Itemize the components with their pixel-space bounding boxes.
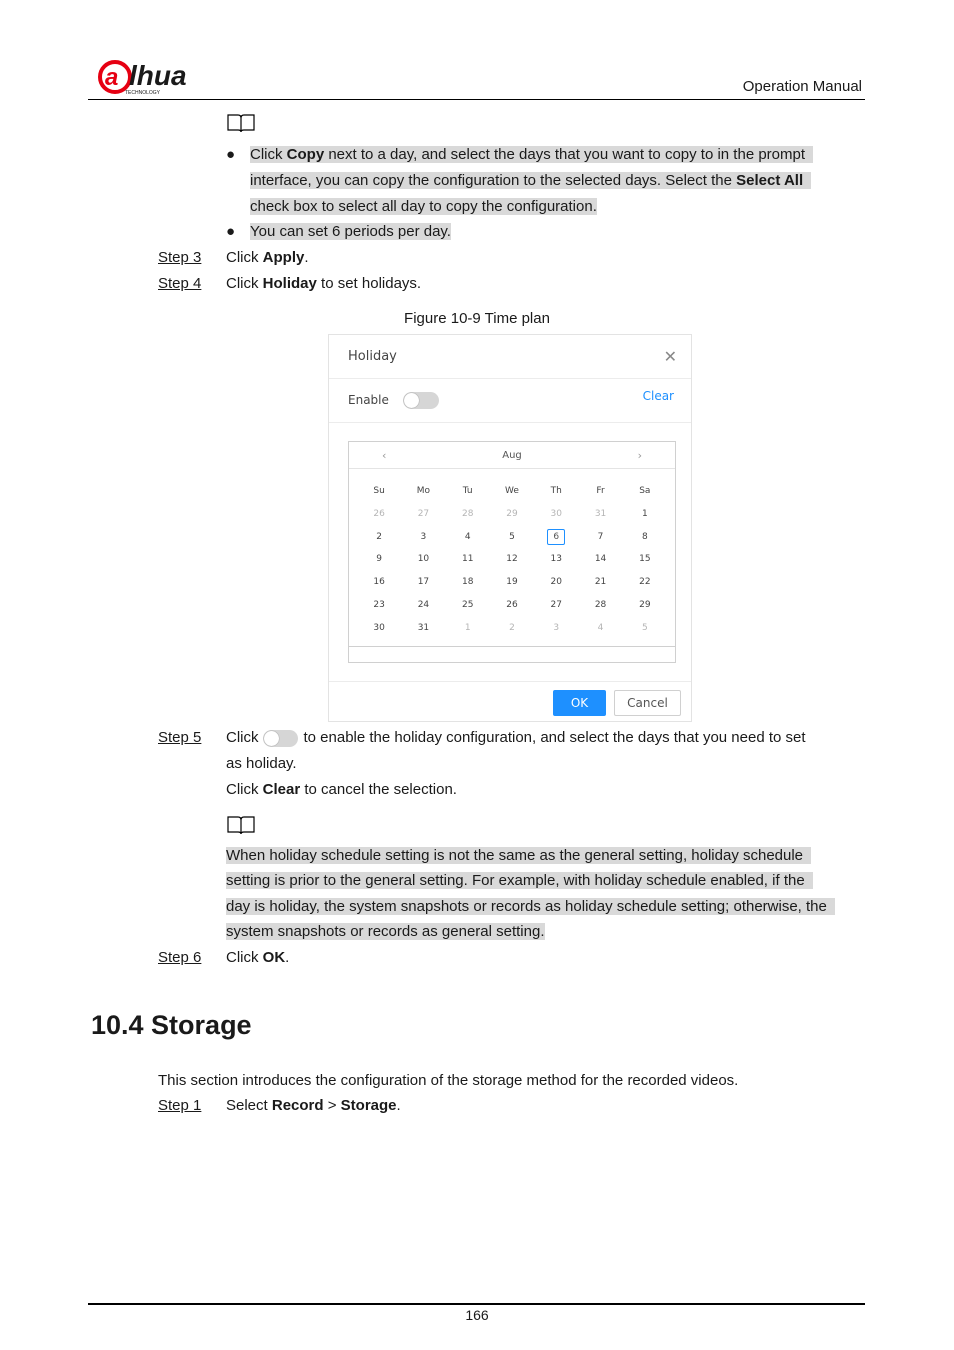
calendar-day[interactable]: [490, 503, 534, 526]
note-bullet-1-line-2: interface, you can copy the configuration to the selected days. Select the Select All: [250, 171, 811, 191]
calendar-day[interactable]: [534, 571, 578, 594]
day-number: 5: [509, 531, 515, 542]
day-number: 16: [373, 577, 385, 588]
calendar-day[interactable]: [446, 594, 490, 617]
day-number: 13: [550, 554, 562, 565]
step-1-label: Step 1: [158, 1097, 202, 1114]
day-number: 28: [594, 599, 607, 610]
page-number: 166: [465, 1307, 489, 1323]
day-number: 30: [373, 622, 385, 633]
bullet-dot: ●: [226, 146, 236, 163]
divider: [329, 681, 691, 682]
calendar-day[interactable]: [446, 617, 490, 640]
calendar-day[interactable]: [490, 526, 534, 549]
dialog-title: Holiday: [348, 349, 397, 364]
day-number: 11: [461, 554, 474, 565]
day-number: 20: [550, 577, 562, 588]
day-number: 1: [641, 508, 648, 519]
cancel-button[interactable]: Cancel: [614, 690, 681, 716]
day-number: 6: [547, 529, 565, 545]
step-4-label: Step 4: [158, 275, 202, 292]
day-number: 17: [417, 577, 430, 588]
calendar-day[interactable]: [357, 617, 401, 640]
calendar-day[interactable]: [401, 571, 445, 594]
step-3-label: Step 3: [158, 249, 202, 266]
day-number: 26: [506, 599, 518, 610]
day-number: 30: [550, 508, 562, 519]
step-6-text: Click OK.: [226, 949, 290, 966]
chevron-left-icon[interactable]: ‹: [382, 449, 387, 462]
note-2-line-4: system snapshots or records as general setting.: [226, 923, 545, 940]
calendar-day[interactable]: [578, 548, 622, 571]
weekday-label: Tu: [462, 486, 473, 496]
calendar-day[interactable]: [578, 617, 622, 640]
calendar-day[interactable]: [578, 503, 622, 526]
divider: [349, 646, 675, 647]
calendar-day[interactable]: [401, 548, 445, 571]
note-2-line-2: setting is prior to the general setting. For example, with holiday schedule enabled, if the: [226, 871, 813, 891]
calendar-day[interactable]: [623, 617, 667, 640]
day-number: 26: [373, 508, 385, 519]
chevron-right-icon[interactable]: ›: [637, 449, 642, 462]
day-number: 31: [594, 508, 607, 519]
calendar-day[interactable]: [357, 526, 401, 549]
day-number: 4: [464, 531, 471, 542]
weekday-label: Su: [373, 486, 385, 496]
day-number: 31: [417, 622, 430, 633]
calendar-week: [357, 594, 667, 617]
weekday-label: Sa: [639, 486, 651, 496]
close-icon[interactable]: ✕: [663, 347, 677, 366]
toggle-knob: [404, 393, 419, 408]
calendar-day[interactable]: [357, 548, 401, 571]
day-number: 22: [639, 577, 651, 588]
header-title: Operation Manual: [742, 78, 862, 95]
day-number: 25: [461, 599, 474, 610]
weekday-label: Fr: [596, 486, 605, 496]
calendar-day[interactable]: [401, 617, 445, 640]
day-number: 29: [639, 599, 651, 610]
calendar-day[interactable]: [446, 548, 490, 571]
day-number: 10: [417, 554, 430, 565]
section-heading: 10.4 Storage: [91, 1010, 252, 1040]
day-number: 27: [550, 599, 562, 610]
calendar-day[interactable]: [490, 594, 534, 617]
dahua-logo: [97, 57, 207, 95]
calendar-day[interactable]: [534, 548, 578, 571]
calendar-day[interactable]: [534, 503, 578, 526]
calendar-day[interactable]: [578, 571, 622, 594]
day-number: 15: [639, 554, 651, 565]
calendar-day[interactable]: [534, 594, 578, 617]
calendar-day[interactable]: [623, 503, 667, 526]
note-bullet-1-line-1: Click Copy next to a day, and select the days that you want to copy to in the prompt: [250, 145, 813, 165]
day-number: 9: [376, 554, 382, 565]
day-number: 21: [594, 577, 607, 588]
calendar-day[interactable]: [623, 548, 667, 571]
enable-label: Enable: [348, 393, 389, 407]
calendar-day[interactable]: [446, 526, 490, 549]
step-5-line-2: as holiday.: [226, 755, 297, 772]
calendar-day[interactable]: [534, 617, 578, 640]
step-6-label: Step 6: [158, 949, 202, 966]
weekday-label: We: [505, 486, 519, 496]
step-5-text: Click to enable the holiday configuration, and select the days that you need to set: [226, 729, 806, 746]
day-number: 12: [506, 554, 518, 565]
calendar-week: [357, 548, 667, 571]
note-bullet-2: You can set 6 periods per day.: [250, 223, 451, 240]
calendar-month: Aug: [502, 450, 522, 461]
note-bullet-1-line-3: check box to select all day to copy the configuration.: [250, 198, 597, 215]
calendar-day[interactable]: [401, 594, 445, 617]
calendar-week: [357, 503, 667, 526]
calendar-day[interactable]: [578, 594, 622, 617]
weekday-label: Th: [550, 486, 562, 496]
footer-rule: [88, 1303, 865, 1305]
divider: [329, 378, 691, 379]
weekday-label: Mo: [416, 486, 431, 496]
ok-button[interactable]: OK: [553, 690, 606, 716]
day-number: 23: [373, 599, 385, 610]
svg-text:a: a: [105, 64, 119, 91]
day-number: 1: [464, 622, 471, 633]
calendar-grid: [357, 480, 667, 640]
day-number: 29: [506, 508, 518, 519]
step-3-text: Click Apply.: [226, 249, 309, 266]
book-icon: [226, 112, 256, 134]
step-5-label: Step 5: [158, 729, 202, 746]
day-number: 4: [597, 622, 604, 633]
holiday-dialog: [328, 334, 692, 722]
book-icon: [226, 814, 256, 836]
day-number: 14: [594, 554, 607, 565]
clear-link[interactable]: Clear: [642, 389, 674, 403]
calendar-day[interactable]: [623, 526, 667, 549]
calendar-day[interactable]: [401, 503, 445, 526]
step-5-line-3: Click Clear to cancel the selection.: [226, 781, 457, 798]
calendar-day[interactable]: [623, 571, 667, 594]
day-number: 7: [597, 531, 604, 542]
day-number: 28: [461, 508, 474, 519]
calendar-day[interactable]: [357, 503, 401, 526]
note-2-line-1: When holiday schedule setting is not the same as the general setting, holiday schedule: [226, 846, 811, 866]
calendar-day[interactable]: [578, 526, 622, 549]
day-number: 18: [461, 577, 474, 588]
day-number: 3: [420, 531, 427, 542]
figure-caption: Figure 10-9 Time plan: [404, 310, 550, 327]
calendar: [348, 441, 676, 663]
day-number: 8: [641, 531, 648, 542]
day-number: 5: [641, 622, 648, 633]
calendar-day[interactable]: [446, 571, 490, 594]
calendar-day[interactable]: [490, 571, 534, 594]
calendar-week: [357, 571, 667, 594]
step-1-text: Select Record > Storage.: [226, 1097, 401, 1114]
calendar-week: [357, 526, 667, 549]
bullet-dot: ●: [226, 223, 236, 240]
note-2-line-3: day is holiday, the system snapshots or records as holiday schedule setting; otherwise, the: [226, 897, 835, 917]
calendar-day[interactable]: [357, 594, 401, 617]
section-intro: This section introduces the configuration of the storage method for the recorded videos.: [158, 1072, 739, 1089]
svg-text:TECHNOLOGY: TECHNOLOGY: [125, 90, 161, 95]
enable-toggle[interactable]: [403, 392, 439, 409]
toggle-icon: [263, 730, 298, 747]
calendar-day[interactable]: [623, 594, 667, 617]
day-number: 19: [506, 577, 518, 588]
header-rule: [88, 99, 865, 100]
weekday-row: [357, 480, 667, 503]
calendar-day[interactable]: [357, 571, 401, 594]
calendar-week: [357, 617, 667, 640]
day-number: 2: [509, 622, 515, 633]
calendar-day-today[interactable]: [534, 526, 578, 549]
svg-text:lhua: lhua: [129, 60, 187, 91]
day-number: 3: [553, 622, 560, 633]
step-4-text: Click Holiday to set holidays.: [226, 275, 422, 292]
calendar-day[interactable]: [446, 503, 490, 526]
calendar-day[interactable]: [490, 548, 534, 571]
divider: [329, 422, 691, 423]
calendar-day[interactable]: [401, 526, 445, 549]
day-number: 24: [417, 599, 430, 610]
day-number: 27: [417, 508, 430, 519]
day-number: 2: [376, 531, 382, 542]
calendar-day[interactable]: [490, 617, 534, 640]
divider: [349, 468, 675, 469]
